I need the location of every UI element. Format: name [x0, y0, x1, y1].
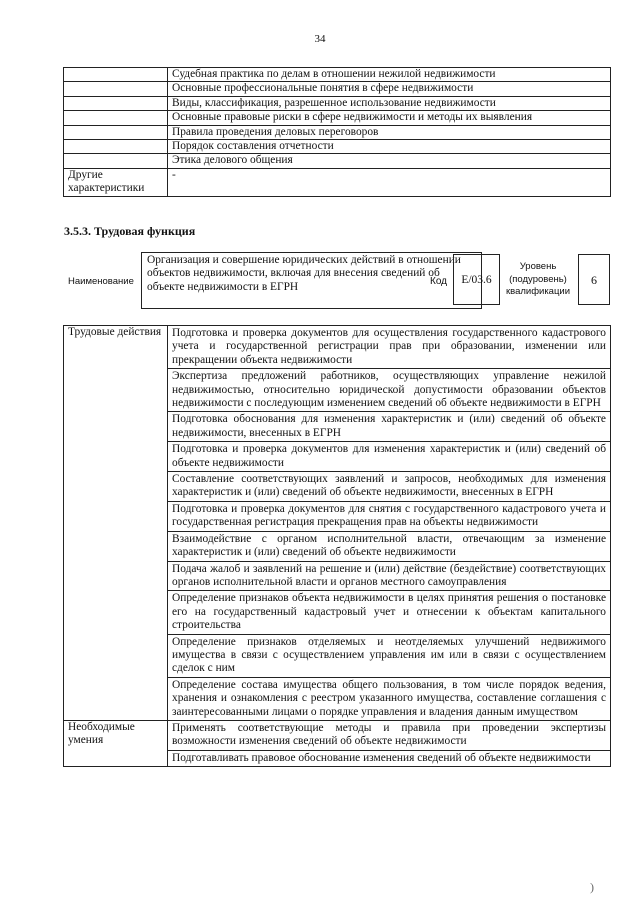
labor-action-item: Определение признаков отделяемых и неотделяемых улучшений недвижимого имущества в связи с осуществлением управления им или в связи с осуществлением сделок с ним — [168, 634, 611, 677]
section-heading: 3.5.3. Трудовая функция — [64, 224, 196, 238]
name-value-box: Организация и совершение юридических действий в отношении объектов недвижимости, включая для внесения сведений об объекте недвижимости в ЕГРН — [141, 252, 482, 309]
labor-action-item: Подготовка и проверка документов для осуществления государственного кадастрового учета и государственной регистрации прав при образовании, изменении или прекращении объекта недвижимости — [168, 326, 611, 369]
other-characteristics-label: Другие характеристики — [64, 168, 168, 196]
table-cell-right: Этика делового общения — [168, 154, 611, 168]
table-cell-left — [64, 96, 168, 110]
code-value-box: E/03.6 — [453, 254, 500, 305]
knowledge-table — [63, 67, 611, 197]
table-cell-right: Правила проведения деловых переговоров — [168, 125, 611, 139]
other-characteristics-value: - — [168, 168, 611, 196]
page-number: 34 — [314, 33, 326, 45]
labor-action-item: Экспертиза предложений работников, осуществляющих управление нежилой недвижимостью, относительно юридической допустимости образовании объектов недвижимости с последующим изменением сведений об объекте недвижимости в ЕГРН — [168, 369, 611, 412]
labor-action-item: Подготовка и проверка документов для изменения характеристик и (или) сведений об объекте недвижимости — [168, 442, 611, 472]
labor-action-item: Составление соответствующих заявлений и запросов, необходимых для изменения характеристик и (или) сведений об объекте недвижимости, внесенных в ЕГРН — [168, 472, 611, 502]
table-row — [64, 82, 611, 96]
table-cell-left — [64, 82, 168, 96]
skill-item: Применять соответствующие методы и правила при проведении экспертизы возможности изменения сведений об объекте недвижимости — [168, 720, 611, 750]
table-cell-right: Основные правовые риски в сфере недвижимости и методы их выявления — [168, 111, 611, 125]
name-label: Наименование — [68, 276, 134, 287]
labor-action-item: Подача жалоб и заявлений на решение и (или) действие (бездействие) соответствующих органов исполнительной власти и органов местного самоуправления — [168, 561, 611, 591]
table-cell-left — [64, 140, 168, 154]
table-cell-right: Основные профессиональные понятия в сфере недвижимости — [168, 82, 611, 96]
table-cell-right: Виды, классификация, разрешенное использование недвижимости — [168, 96, 611, 110]
skill-item: Подготавливать правовое обоснование изменения сведений об объекте недвижимости — [168, 750, 611, 766]
table-cell-right: Порядок составления отчетности — [168, 140, 611, 154]
corner-mark: ) — [590, 880, 594, 894]
code-label: Код — [430, 276, 448, 287]
skills-label: Необходимые умения — [64, 720, 168, 766]
table-row — [64, 68, 611, 82]
table-row — [64, 326, 611, 369]
labor-action-item: Взаимодействие с органом исполнительной власти, отвечающим за изменение характеристик и (или) сведений об объекте недвижимости — [168, 531, 611, 561]
table-cell-right: Судебная практика по делам в отношении нежилой недвижимости — [168, 68, 611, 82]
labor-action-item: Определение состава имущества общего пользования, в том числе порядок ведения, хранения и ознакомления с реестром указанного имущества, составление соглашения с заинтересованными лицами о порядке управления и владения данным имуществом — [168, 677, 611, 720]
table-row — [64, 96, 611, 110]
function-header — [64, 252, 610, 312]
labor-actions-label: Трудовые действия — [64, 326, 168, 721]
labor-action-item: Подготовка и проверка документов для снятия с государственного кадастрового учета и государственная регистрация прекращения прав на объекты недвижимости — [168, 501, 611, 531]
level-value-box: 6 — [578, 254, 610, 305]
labor-action-item: Определение признаков объекта недвижимости в целях принятия решения о постановке его на государственный кадастровый учет и отнесении к объектам капитального строительства — [168, 591, 611, 634]
labor-function-table — [63, 325, 611, 767]
table-row — [64, 154, 611, 168]
table-row — [64, 140, 611, 154]
table-cell-left — [64, 68, 168, 82]
level-label: Уровень (подуровень) квалификации — [505, 261, 571, 297]
table-row — [64, 125, 611, 139]
table-cell-left — [64, 154, 168, 168]
table-row — [64, 168, 611, 196]
table-row — [64, 111, 611, 125]
table-cell-left — [64, 125, 168, 139]
table-row — [64, 720, 611, 750]
labor-action-item: Подготовка обоснования для изменения характеристик и (или) сведений об объекте недвижимости, внесенных в ЕГРН — [168, 412, 611, 442]
table-cell-left — [64, 111, 168, 125]
